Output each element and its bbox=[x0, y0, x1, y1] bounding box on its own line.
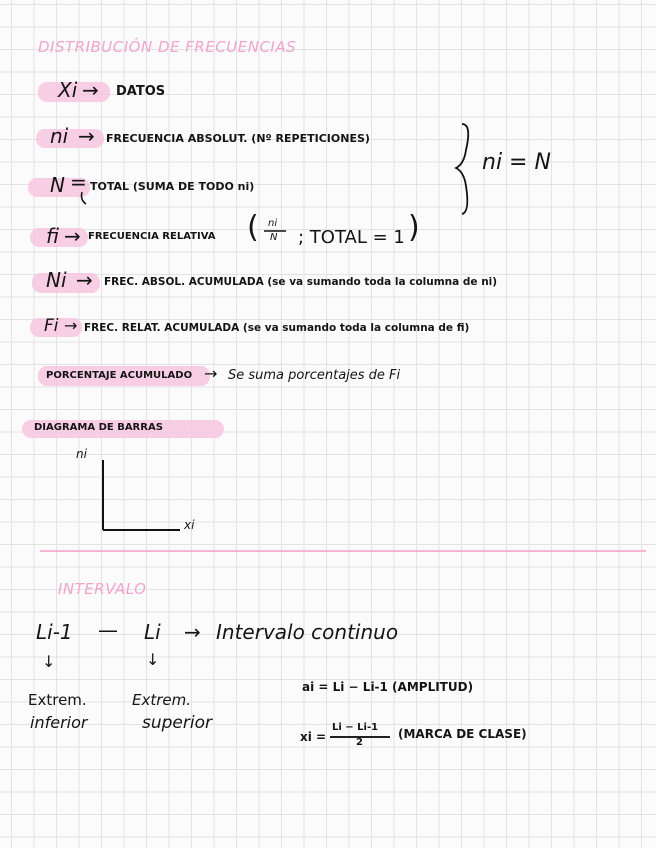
ni-text: FRECUENCIA ABSOLUT. (Nº REPETICIONES) bbox=[106, 132, 370, 145]
diagram-title: DIAGRAMA DE BARRAS bbox=[34, 422, 163, 433]
fi-paren-open: ( bbox=[247, 210, 259, 245]
Fi-symbol: Fi bbox=[44, 316, 59, 336]
xi-symbol: Xi bbox=[58, 78, 78, 102]
xi-arrow: → bbox=[82, 78, 99, 102]
upper-down-arrow: ↓ bbox=[146, 650, 160, 669]
ni-symbol: ni bbox=[50, 124, 69, 148]
ai-formula: ai = Li − Li-1 (AMPLITUD) bbox=[302, 680, 474, 694]
lower-label-1: Extrem. bbox=[28, 691, 87, 709]
section-title-intervalo: INTERVALO bbox=[58, 580, 147, 598]
fi-frac-num: ni bbox=[268, 218, 278, 229]
Ni-arrow: → bbox=[76, 268, 93, 292]
lower-label-2: inferior bbox=[30, 713, 88, 732]
fi-paren-close: ) bbox=[408, 210, 420, 245]
brace-icon bbox=[456, 124, 468, 214]
Ni-text: FREC. ABSOL. ACUMULADA (se va sumando toda la columna de ni) bbox=[104, 276, 498, 288]
interval-arrow: → bbox=[184, 620, 201, 644]
xi-text: DATOS bbox=[116, 84, 166, 99]
diagram-y-label: ni bbox=[76, 447, 87, 461]
sum-note: ni = N bbox=[482, 150, 551, 175]
xi-formula-num: Li − Li-1 bbox=[332, 722, 379, 733]
upper-label-1: Extrem. bbox=[132, 691, 192, 709]
fi-total: ; TOTAL = 1 bbox=[298, 227, 405, 248]
hook-icon bbox=[82, 192, 87, 204]
porcentaje-arrow: → bbox=[204, 364, 218, 383]
Ni-symbol: Ni bbox=[46, 268, 67, 292]
fi-text: FRECUENCIA RELATIVA bbox=[88, 231, 216, 242]
diagram-x-label: xi bbox=[184, 518, 195, 532]
interval-desc: Intervalo continuo bbox=[216, 620, 399, 644]
xi-formula-den: 2 bbox=[356, 737, 363, 748]
ni-arrow: → bbox=[78, 124, 95, 148]
fi-frac-den: N bbox=[270, 232, 278, 243]
porcentaje-label: PORCENTAJE ACUMULADO bbox=[46, 370, 193, 381]
N-text: TOTAL (SUMA DE TODO ni) bbox=[90, 180, 255, 193]
N-symbol: N bbox=[50, 173, 65, 197]
fi-arrow: → bbox=[64, 224, 81, 248]
porcentaje-text: Se suma porcentajes de Fi bbox=[228, 368, 401, 383]
Fi-arrow: → bbox=[64, 316, 78, 335]
fi-symbol: fi bbox=[46, 224, 59, 248]
interval-dash: — bbox=[98, 618, 118, 642]
interval-upper: Li bbox=[144, 620, 161, 644]
Fi-text: FREC. RELAT. ACUMULADA (se va sumando toda la columna de fi) bbox=[84, 322, 470, 334]
lower-down-arrow: ↓ bbox=[42, 652, 56, 671]
xi-formula-suffix: (MARCA DE CLASE) bbox=[398, 727, 527, 741]
N-equals: = bbox=[70, 170, 87, 194]
xi-formula-prefix: xi = bbox=[300, 730, 327, 744]
upper-label-2: superior bbox=[142, 713, 212, 733]
section-title-distribucion: DISTRIBUCIÓN DE FRECUENCIAS bbox=[38, 38, 297, 56]
interval-lower: Li-1 bbox=[36, 620, 73, 644]
